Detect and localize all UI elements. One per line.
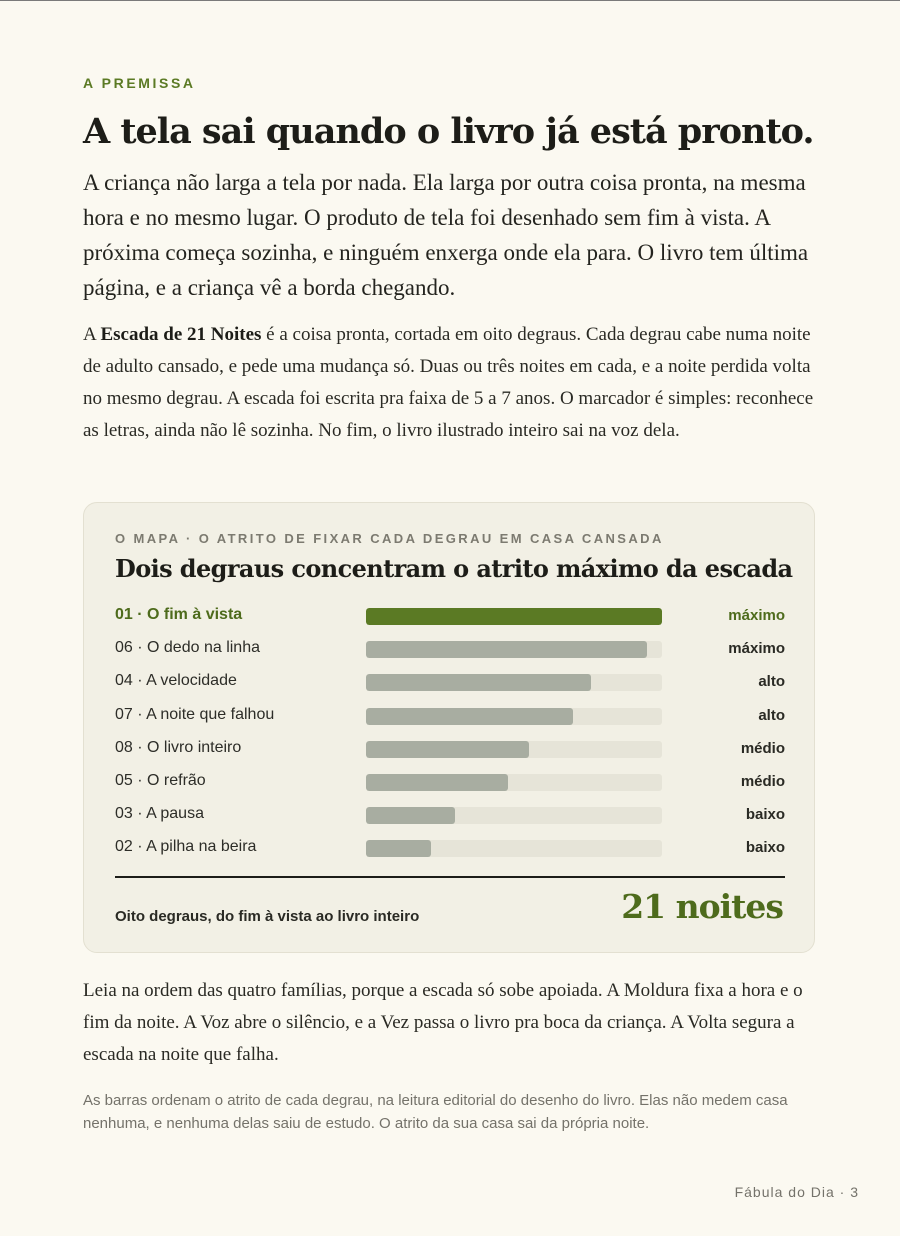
bar-track <box>366 708 662 725</box>
chart-divider <box>115 876 785 878</box>
chart-row <box>115 699 787 732</box>
bar-value-label: alto <box>758 673 785 691</box>
friction-chart-card <box>83 502 815 953</box>
chart-row <box>115 732 787 765</box>
chart-row <box>115 831 787 864</box>
bar-label: 07 · A noite que falhou <box>115 705 275 723</box>
bar <box>366 840 431 857</box>
chart-footer-label: Oito degraus, do fim à vista ao livro inteiro <box>115 908 420 925</box>
bar-value-label: máximo <box>728 640 785 658</box>
bar <box>366 608 662 625</box>
bar-track <box>366 674 662 691</box>
lead-paragraph: A criança não larga a tela por nada. Ela larga por outra coisa pronta, na mesma hora e no mesmo lugar. O produto de tela foi desenhado sem fim à vista. A próxima começa sozinha, e ninguém enxerga onde ela para. O livro tem última página, e a criança vê a borda chegando. <box>83 170 809 300</box>
bar-track <box>366 840 662 857</box>
chart-row <box>115 665 787 698</box>
intro-prefix: A <box>83 324 101 345</box>
intro-paragraph <box>83 319 818 447</box>
bar-label: 05 · O refrão <box>115 771 206 789</box>
bar-value-label: baixo <box>745 806 785 824</box>
chart-row <box>115 798 787 831</box>
bar <box>366 807 455 824</box>
bar-track <box>366 608 662 625</box>
bar-label: 04 · A velocidade <box>115 672 237 690</box>
book-name: Escada de 21 Noites <box>100 324 262 345</box>
bar-label: 03 · A pausa <box>115 805 204 823</box>
bar-label: 02 · A pilha na beira <box>115 838 257 856</box>
bar-track <box>366 807 662 824</box>
section-kicker: A PREMISSA <box>83 75 196 91</box>
chart-title: Dois degraus concentram o atrito máximo da escada <box>115 554 793 583</box>
chart-row <box>115 632 787 665</box>
bar <box>366 741 529 758</box>
bar-label: 08 · O livro inteiro <box>115 738 242 756</box>
bar-value-label: baixo <box>745 839 785 857</box>
bar-label: 01 · O fim à vista <box>115 606 243 623</box>
bar <box>366 641 647 658</box>
page-title: A tela sai quando o livro já está pronto. <box>83 111 814 152</box>
bar <box>366 708 573 725</box>
bar-value-label: máximo <box>728 607 785 624</box>
chart-row <box>115 599 787 632</box>
bar <box>366 774 508 791</box>
intro-rest: é a coisa pronta, cortada em oito degraus. Cada degrau cabe numa noite de adulto cansado, e pede uma mudança só. Duas ou três noites em cada, e a noite perdida volta no mesmo degrau. A escada foi escrita pra faixa de 5 a 7 anos. O marcador é simples: reconhece as letras, ainda não lê sozinha. No fim, o livro ilustrado inteiro sai na voz dela. <box>83 324 814 441</box>
bar-value-label: médio <box>740 772 785 790</box>
chart-kicker: O MAPA · O ATRITO DE FIXAR CADA DEGRAU EM CASA CANSADA <box>115 531 664 546</box>
bar-value-label: alto <box>758 706 785 724</box>
bar-track <box>366 774 662 791</box>
bar <box>366 674 591 691</box>
bar-label: 06 · O dedo na linha <box>115 639 260 657</box>
bar-track <box>366 741 662 758</box>
page-footer: Fábula do Dia · 3 <box>734 1184 859 1200</box>
reading-order-paragraph: Leia na ordem das quatro famílias, porque a escada só sobe apoiada. A Moldura fixa a hora e o fim da noite. A Voz abre o silêncio, e a Vez passa o livro pra boca da criança. A Volta segura a escada na noite que falha. <box>83 980 803 1065</box>
disclaimer-note: As barras ordenam o atrito de cada degrau, na leitura editorial do desenho do livro. Elas não medem casa nenhuma, e nenhuma delas saiu de estudo. O atrito da sua casa sai da própria noite. <box>83 1092 788 1132</box>
chart-total: 21 noites <box>621 887 783 926</box>
bar-value-label: médio <box>740 739 785 757</box>
chart-bars <box>115 599 787 865</box>
bar-track <box>366 641 662 658</box>
chart-row <box>115 765 787 798</box>
